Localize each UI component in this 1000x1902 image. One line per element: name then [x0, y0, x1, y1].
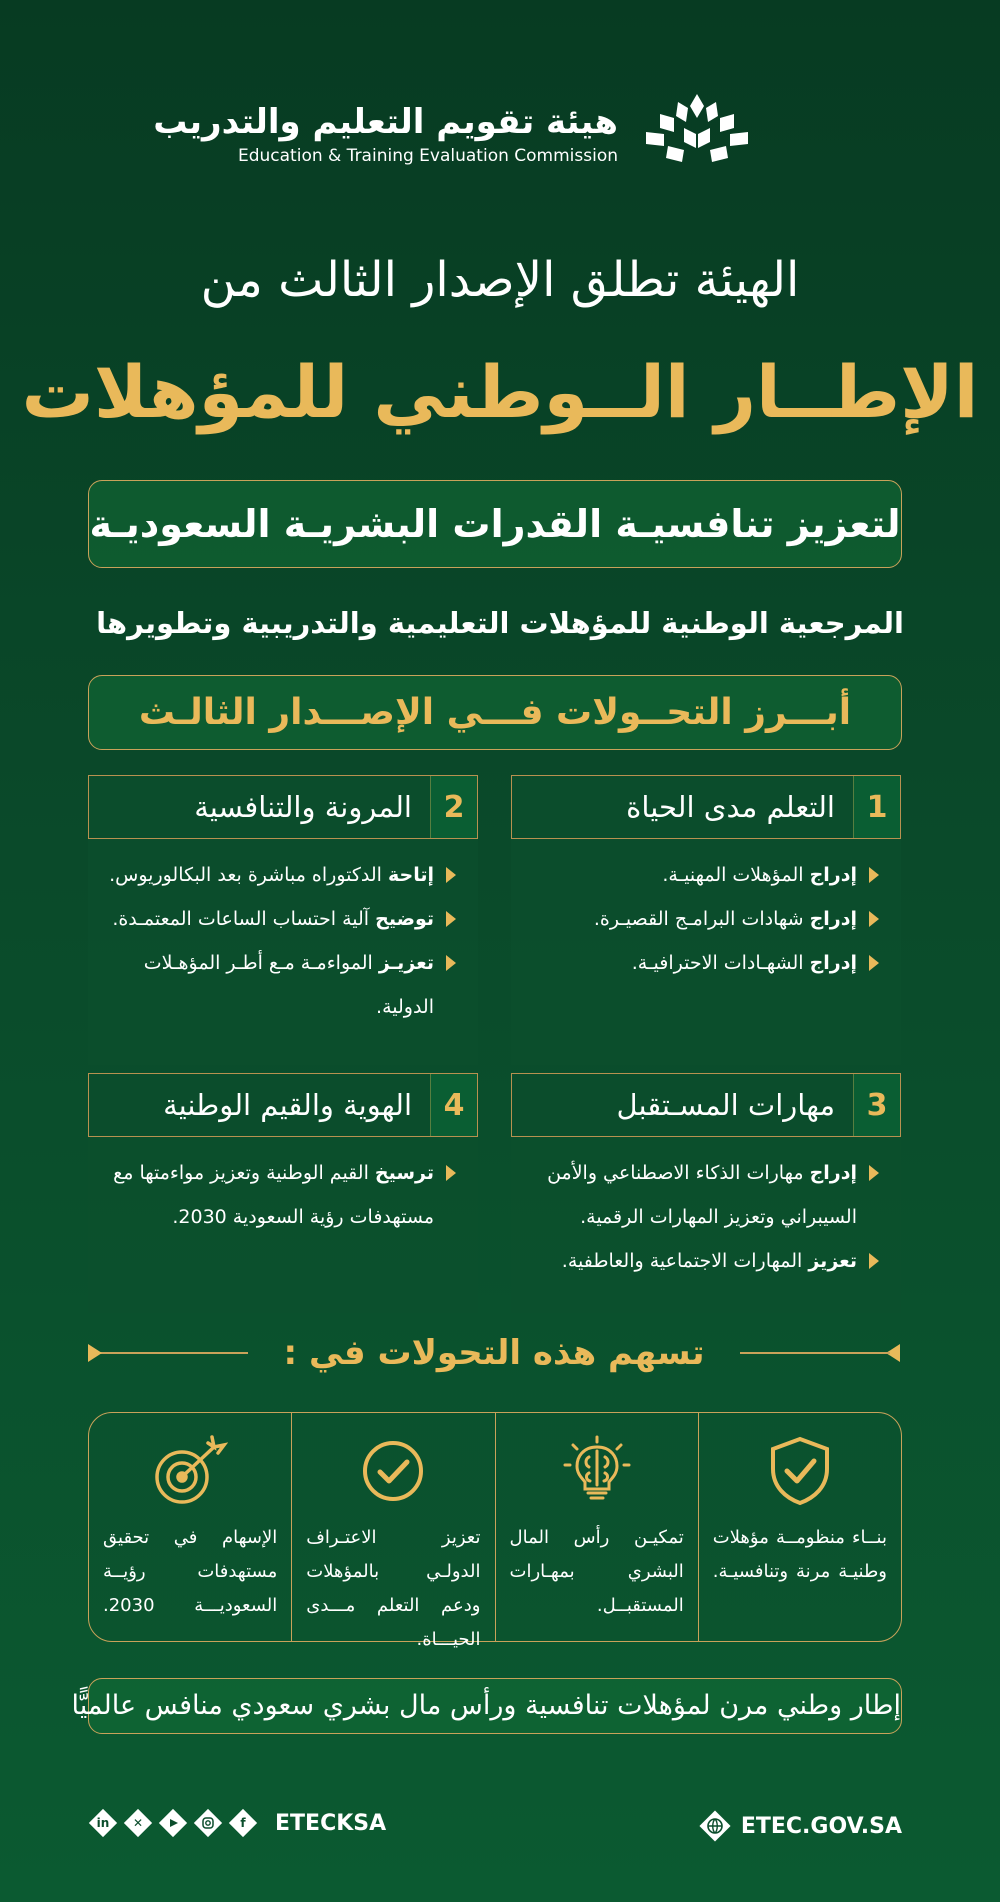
card-header	[511, 775, 901, 839]
contrib-heading	[88, 1326, 900, 1380]
triangle-bullet-icon	[869, 867, 879, 883]
org-logo	[153, 90, 756, 170]
card-national-identity	[88, 1073, 478, 1313]
card-title: مهارات المسـتقبل	[616, 1088, 835, 1122]
card-title: الهوية والقيم الوطنية	[163, 1088, 412, 1122]
instagram-icon[interactable]	[193, 1808, 223, 1838]
section-title-banner	[88, 675, 902, 750]
card-body	[511, 1137, 901, 1313]
triangle-bullet-icon	[869, 1253, 879, 1269]
divider	[98, 1352, 248, 1354]
card-body	[88, 839, 478, 1065]
triangle-bullet-icon	[869, 955, 879, 971]
benefits-panel	[88, 1412, 902, 1650]
arrow-right-icon	[88, 1344, 102, 1362]
benefit-text: الإسهام في تحقيق مستهدفات رؤيــة السعوديـــة 2030.	[103, 1527, 278, 1616]
list-item: ترسيخ القيم الوطنية وتعزيز مواءمتها مع مستهدفات رؤية السعودية 2030.	[102, 1151, 456, 1239]
triangle-bullet-icon	[446, 867, 456, 883]
list-item: إدراج شهادات البرامـج القصيـرة.	[525, 897, 879, 941]
org-name-ar: هيئة تقويم التعليم والتدريب	[153, 102, 618, 142]
palm-leaves-logo-icon	[638, 90, 756, 170]
list-item: إدراج الشهـادات الاحترافيـة.	[525, 941, 879, 985]
contrib-title: تسهم هذه التحولات في :	[283, 1333, 705, 1373]
social-handle: ETECKSA	[275, 1810, 387, 1836]
card-number: 3	[853, 1074, 900, 1136]
x-icon[interactable]: ✕	[123, 1808, 153, 1838]
benefit-item	[89, 1413, 292, 1641]
card-number: 4	[430, 1074, 477, 1136]
globe-icon	[699, 1810, 731, 1842]
benefit-item	[496, 1413, 699, 1641]
subline-text: المرجعية الوطنية للمؤهلات التعليمية والتدريبية وتطويرها	[96, 606, 904, 640]
triangle-bullet-icon	[869, 911, 879, 927]
website-link[interactable]	[699, 1810, 902, 1842]
target-arrow-icon	[152, 1435, 228, 1507]
card-body	[511, 839, 901, 1065]
check-circle-icon	[358, 1435, 428, 1505]
card-lifelong-learning	[511, 775, 901, 1065]
facebook-icon[interactable]: f	[228, 1808, 258, 1838]
social-links	[88, 1808, 386, 1838]
list-item: توضيح آلية احتساب الساعات المعتمـدة.	[102, 897, 456, 941]
brain-bulb-icon	[561, 1435, 633, 1507]
closing-text: إطار وطني مرن لمؤهلات تنافسية ورأس مال بشري سعودي منافس عالميًّا	[71, 1690, 901, 1721]
benefit-text: تمكيـن رأس المال البشري بمهـارات المستقبــل.	[509, 1527, 684, 1616]
headline-intro: الهيئة تطلق الإصدار الثالث من	[200, 252, 800, 308]
list-item: إدراج مهارات الذكاء الاصطناعي والأمن السيبراني وتعزيز المهارات الرقمية.	[525, 1151, 879, 1239]
card-title: التعلم مدى الحياة	[626, 790, 835, 824]
card-header	[88, 1073, 478, 1137]
tagline-banner	[88, 480, 902, 568]
card-header	[88, 775, 478, 839]
card-header	[511, 1073, 901, 1137]
benefit-item	[292, 1413, 495, 1650]
youtube-icon[interactable]	[158, 1808, 188, 1838]
triangle-bullet-icon	[446, 1165, 456, 1181]
benefit-text: بنــاء منظومــة مؤهلات وطنيـة مرنة وتنافسيـة.	[712, 1527, 887, 1582]
card-body	[88, 1137, 478, 1313]
tagline-text: لتعزيز تنافسيـة القدرات البشريـة السعوديـة	[89, 502, 901, 546]
card-number: 1	[853, 776, 900, 838]
org-name-en: Education & Training Evaluation Commission	[237, 146, 618, 166]
headline-main: الإطــار الــوطني للمؤهلات	[21, 350, 979, 434]
benefit-text: تعزيز الاعتـراف الدولـي بالمؤهلات ودعم التعلم مـــدى الحيـــاة.	[306, 1527, 481, 1650]
card-title: المرونة والتنافسية	[194, 790, 412, 824]
shield-check-icon	[767, 1435, 833, 1507]
list-item: إدراج المؤهلات المهنيـة.	[525, 853, 879, 897]
list-item: تعزيـز المواءمـة مـع أطـر المؤهـلات الدولية.	[102, 941, 456, 1029]
card-number: 2	[430, 776, 477, 838]
closing-banner	[71, 1678, 902, 1734]
website-text: ETEC.GOV.SA	[740, 1813, 902, 1839]
card-flexibility-competitiveness	[88, 775, 478, 1065]
triangle-bullet-icon	[446, 955, 456, 971]
linkedin-icon[interactable]: in	[88, 1808, 118, 1838]
list-item: تعزيز المهارات الاجتماعية والعاطفية.	[525, 1239, 879, 1283]
section-title: أبـــرز التحــولات فـــي الإصـــدار الثالـث	[138, 692, 852, 733]
benefit-item	[699, 1413, 901, 1641]
list-item: إتاحة الدكتوراه مباشرة بعد البكالوريوس.	[102, 853, 456, 897]
triangle-bullet-icon	[446, 911, 456, 927]
card-future-skills	[511, 1073, 901, 1313]
triangle-bullet-icon	[869, 1165, 879, 1181]
